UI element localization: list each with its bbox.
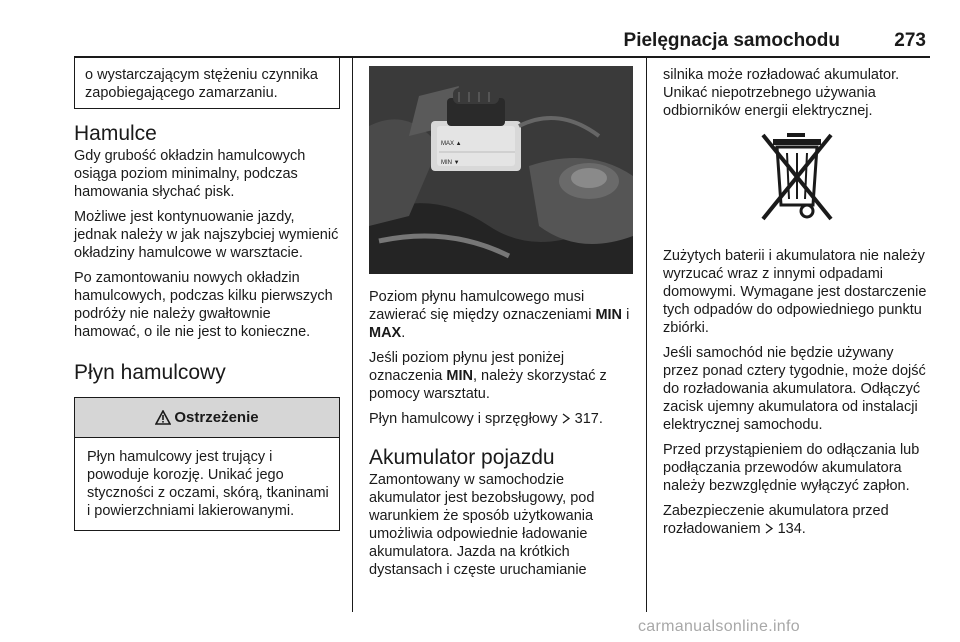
crossed-bin-icon-wrapper	[663, 127, 931, 235]
fluid-reference-link[interactable]: 317.	[574, 411, 603, 427]
fluid-level-paragraph: Poziom płynu hamulcowego musi zawierać się między oznaczeniami MIN i MAX.	[369, 289, 630, 341]
brakes-paragraph-1: Gdy grubość okładzin hamulcowych osiąga poziom minimalny, podczas hamowania słychać pisk.	[74, 148, 306, 200]
section-heading-battery: Akumulator pojazdu	[369, 446, 555, 469]
battery-paragraph: Zamontowany w samochodzie akumulator jest bezobsługowy, pod warunkiem że sposób użytkowania umożliwia odpowiednie ładowanie akumulatora. Jazda na krótkich dystansach i częste uruchamianie	[369, 472, 595, 578]
watermark: carmanualsonline.info	[638, 618, 800, 635]
section-heading-brakes: Hamulce	[74, 122, 157, 145]
crossed-wheelie-bin-icon	[757, 127, 837, 227]
column-divider-2	[646, 56, 647, 612]
fluid-reference-paragraph: Płyn hamulcowy i sprzęgłowy 317.	[369, 411, 603, 427]
ignition-paragraph: Przed przystąpieniem do odłączania lub podłączania przewodów akumulatora należy bezwzględnie wyłączyć zapłon.	[663, 442, 920, 494]
low-fluid-paragraph: Jeśli poziom płynu jest poniżej oznaczenia MIN, należy skorzystać z pomocy warsztatu.	[369, 350, 607, 402]
brake-fluid-reservoir-photo	[369, 66, 633, 274]
photo-max-label: MAX ▲	[441, 141, 462, 147]
warning-icon	[155, 410, 171, 425]
discharge-reference-link[interactable]: 134.	[777, 521, 806, 537]
battery-paragraph-continued: silnika może rozładować akumulator. Unikać niepotrzebnego używania odbiorników energii elektrycznej.	[663, 67, 900, 119]
storage-paragraph: Jeśli samochód nie będzie używany przez ponad cztery tygodnie, może dojść do rozładowania akumulatora. Odłączyć zacisk ujemny akumulatora od instalacji elektrycznej samochodu.	[663, 345, 926, 433]
section-heading-brake-fluid: Płyn hamulcowy	[74, 361, 226, 384]
warning-header	[75, 398, 339, 438]
warning-title: Ostrzeżenie	[174, 409, 259, 426]
disposal-paragraph: Zużytych baterii i akumulatora nie należy wyrzucać wraz z innymi odpadami domowymi. Wymagane jest dostarczenie tych odpadów do odpowiedniego punktu zbiórki.	[663, 248, 927, 336]
brakes-paragraph-2: Możliwe jest kontynuowanie jazdy, jednak należy w jak najszybciej wymienić okładziny hamulcowe w warsztacie.	[74, 209, 339, 261]
page-header	[0, 0, 960, 56]
page-reference-icon	[562, 413, 571, 424]
header-title: Pielęgnacja samochodu	[623, 30, 840, 51]
note-text: o wystarczającym stężeniu czynnika zapobiegającego zamarzaniu.	[85, 67, 318, 101]
column-3	[663, 56, 931, 545]
warning-box	[74, 397, 340, 531]
page-reference-icon	[765, 523, 774, 534]
column-divider-1	[352, 56, 353, 612]
column-2	[369, 56, 633, 586]
brakes-paragraph-3: Po zamontowaniu nowych okładzin hamulcowych, podczas kilku pierwszych podróży nie należy gwałtownie hamować, o ile nie jest to konieczne.	[74, 270, 333, 340]
note-box	[74, 56, 340, 109]
warning-text: Płyn hamulcowy jest trujący i powoduje korozję. Unikać jego styczności z oczami, skórą, tkaninami i powierzchniami lakierowanymi.	[87, 449, 329, 519]
discharge-protection-paragraph: Zabezpieczenie akumulatora przed rozładowaniem 134.	[663, 503, 889, 537]
column-1	[74, 56, 340, 531]
photo-min-label: MIN ▼	[441, 160, 460, 166]
page-number: 273	[894, 30, 926, 51]
